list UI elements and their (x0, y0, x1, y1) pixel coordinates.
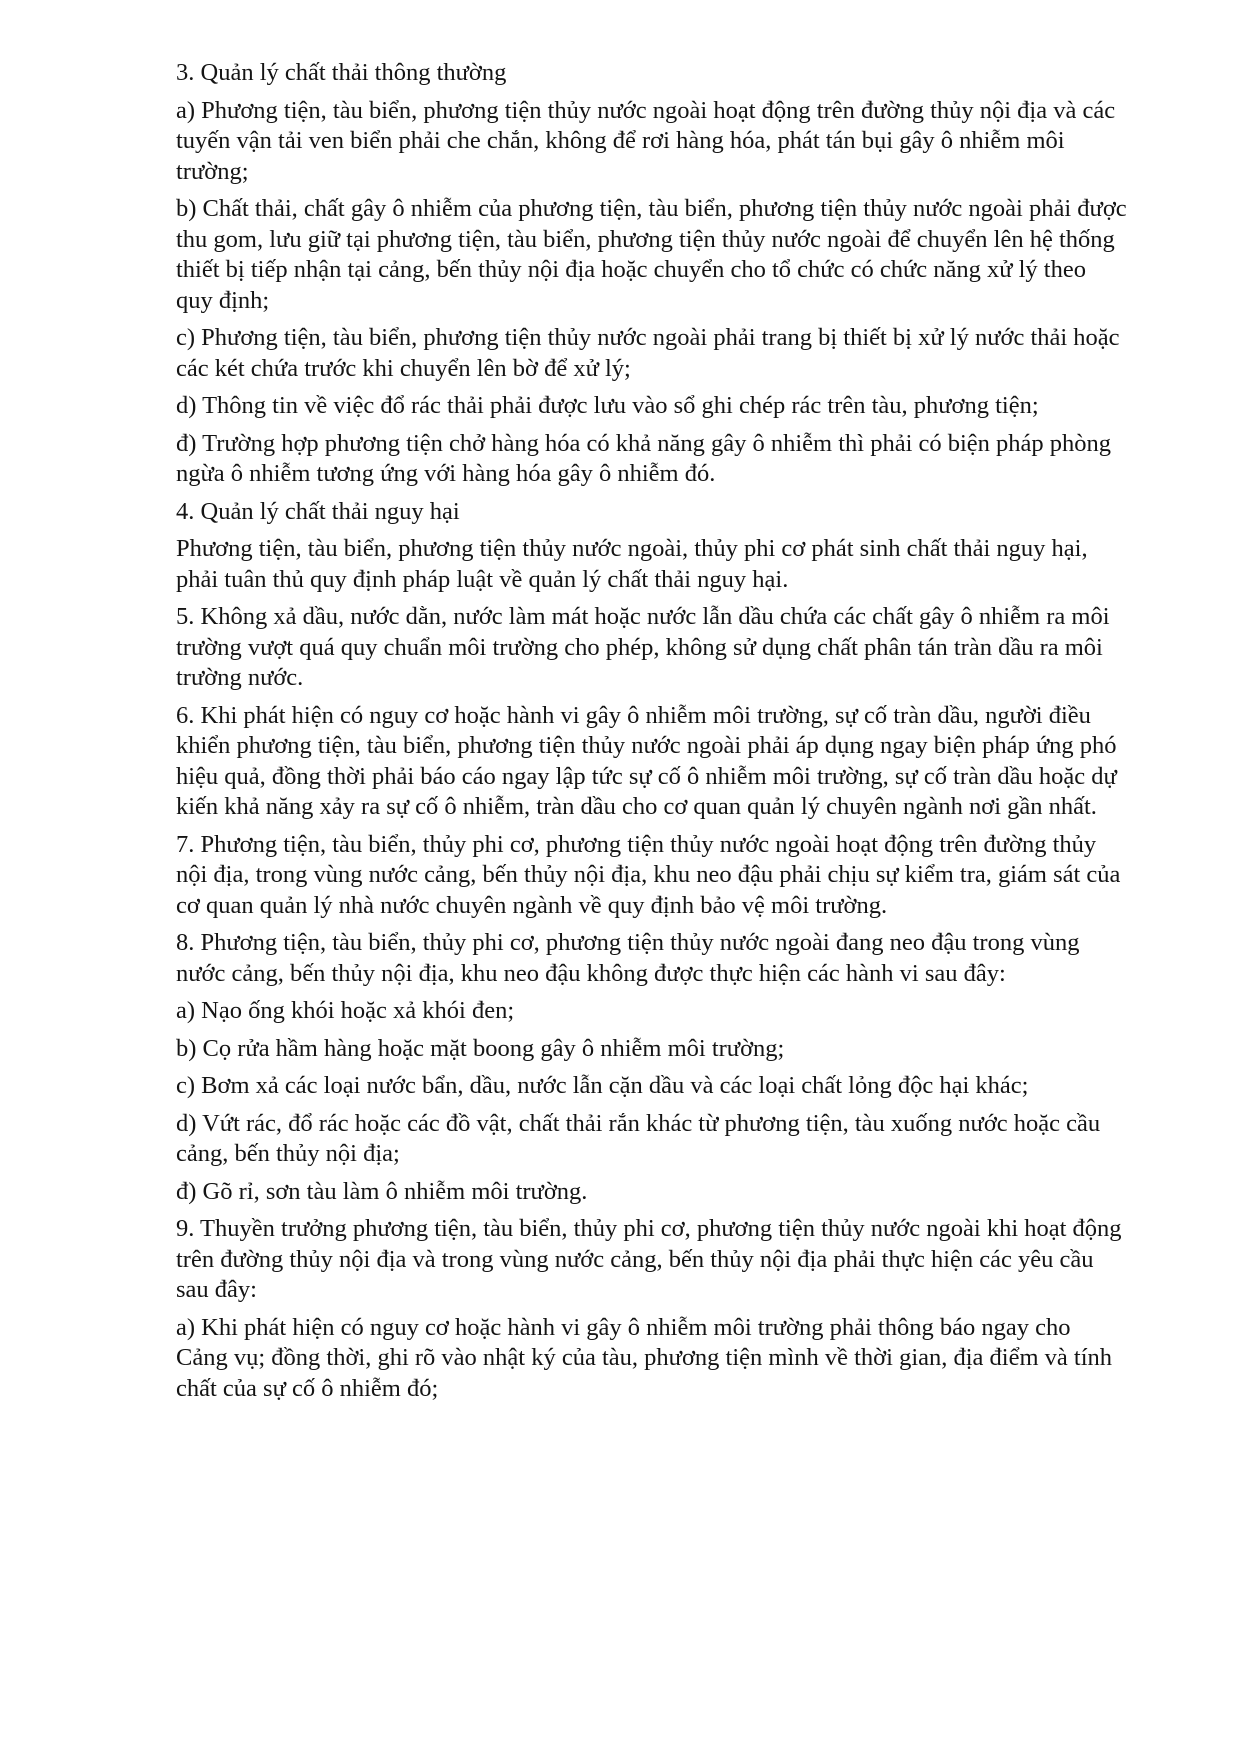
clause-8c: c) Bơm xả các loại nước bẩn, dầu, nước lẫn cặn dầu và các loại chất lỏng độc hại khác; (176, 1072, 1029, 1099)
clause-8a: a) Nạo ống khói hoặc xả khói đen; (176, 997, 515, 1024)
section-5: 5. Không xả dầu, nước dằn, nước làm mát hoặc nước lẫn dầu chứa các chất gây ô nhiễm ra môi trường vượt quá quy chuẩn môi trường cho phép, không sử dụng chất phân tán tràn dầu ra môi trường nước. (176, 603, 1110, 691)
clause-3c: c) Phương tiện, tàu biển, phương tiện thủy nước ngoài phải trang bị thiết bị xử lý nước thải hoặc các két chứa trước khi chuyển lên bờ để xử lý; (176, 324, 1120, 382)
section-4-body: Phương tiện, tàu biển, phương tiện thủy nước ngoài, thủy phi cơ phát sinh chất thải nguy hại, phải tuân thủ quy định pháp luật về quản lý chất thải nguy hại. (176, 535, 1088, 593)
clause-8d: d) Vứt rác, đổ rác hoặc các đồ vật, chất thải rắn khác từ phương tiện, tàu xuống nước hoặc cầu cảng, bến thủy nội địa; (176, 1109, 1101, 1167)
clause-3dd: đ) Trường hợp phương tiện chở hàng hóa có khả năng gây ô nhiễm thì phải có biện pháp phòng ngừa ô nhiễm tương ứng với hàng hóa gây ô nhiễm đó. (176, 429, 1112, 487)
clause-8dd: đ) Gõ rỉ, sơn tàu làm ô nhiễm môi trường. (176, 1177, 588, 1205)
clause-3d: d) Thông tin về việc đổ rác thải phải được lưu vào sổ ghi chép rác trên tàu, phương tiện; (176, 392, 1039, 419)
clause-8b: b) Cọ rửa hầm hàng hoặc mặt boong gây ô nhiễm môi trường; (176, 1034, 785, 1062)
clause-9a: a) Khi phát hiện có nguy cơ hoặc hành vi gây ô nhiễm môi trường phải thông báo ngay cho Cảng vụ; đồng thời, ghi rõ vào nhật ký của tàu, phương tiện mình về thời gian, địa điểm và tính chất của sự cố ô nhiễm đó; (176, 1313, 1113, 1402)
section-heading-4: 4. Quản lý chất thải nguy hại (176, 497, 460, 525)
section-8: 8. Phương tiện, tàu biển, thủy phi cơ, phương tiện thủy nước ngoài đang neo đậu trong vùng nước cảng, bến thủy nội địa, khu neo đậu không được thực hiện các hành vi sau đây: (176, 929, 1080, 987)
document-page (176, 58, 1128, 1411)
section-6: 6. Khi phát hiện có nguy cơ hoặc hành vi gây ô nhiễm môi trường, sự cố tràn dầu, người điều khiển phương tiện, tàu biển, phương tiện thủy nước ngoài phải áp dụng ngay biện pháp ứng phó hiệu quả, đồng thời phải báo cáo ngay lập tức sự cố ô nhiễm môi trường, sự cố tràn dầu hoặc dự kiến khả năng xảy ra sự cố ô nhiễm, tràn dầu cho cơ quan quản lý chuyên ngành nơi gần nhất. (176, 701, 1117, 820)
clause-3b: b) Chất thải, chất gây ô nhiễm của phương tiện, tàu biển, phương tiện thủy nước ngoài phải được thu gom, lưu giữ tại phương tiện, tàu biển, phương tiện thủy nước ngoài để chuyển lên hệ thống thiết bị tiếp nhận tại cảng, bến thủy nội địa hoặc chuyển cho tổ chức có chức năng xử lý theo quy định; (176, 195, 1127, 314)
clause-3a: a) Phương tiện, tàu biển, phương tiện thủy nước ngoài hoạt động trên đường thủy nội địa và các tuyến vận tải ven biển phải che chắn, không để rơi hàng hóa, phát tán bụi gây ô nhiễm môi trường; (176, 96, 1116, 185)
section-9: 9. Thuyền trưởng phương tiện, tàu biển, thủy phi cơ, phương tiện thủy nước ngoài khi hoạt động trên đường thủy nội địa và trong vùng nước cảng, bến thủy nội địa phải thực hiện các yêu cầu sau đây: (176, 1215, 1122, 1303)
section-heading-3: 3. Quản lý chất thải thông thường (176, 59, 507, 86)
section-7: 7. Phương tiện, tàu biển, thủy phi cơ, phương tiện thủy nước ngoài hoạt động trên đường thủy nội địa, trong vùng nước cảng, bến thủy nội địa, khu neo đậu phải chịu sự kiểm tra, giám sát của cơ quan quản lý nhà nước chuyên ngành về quy định bảo vệ môi trường. (176, 830, 1121, 919)
